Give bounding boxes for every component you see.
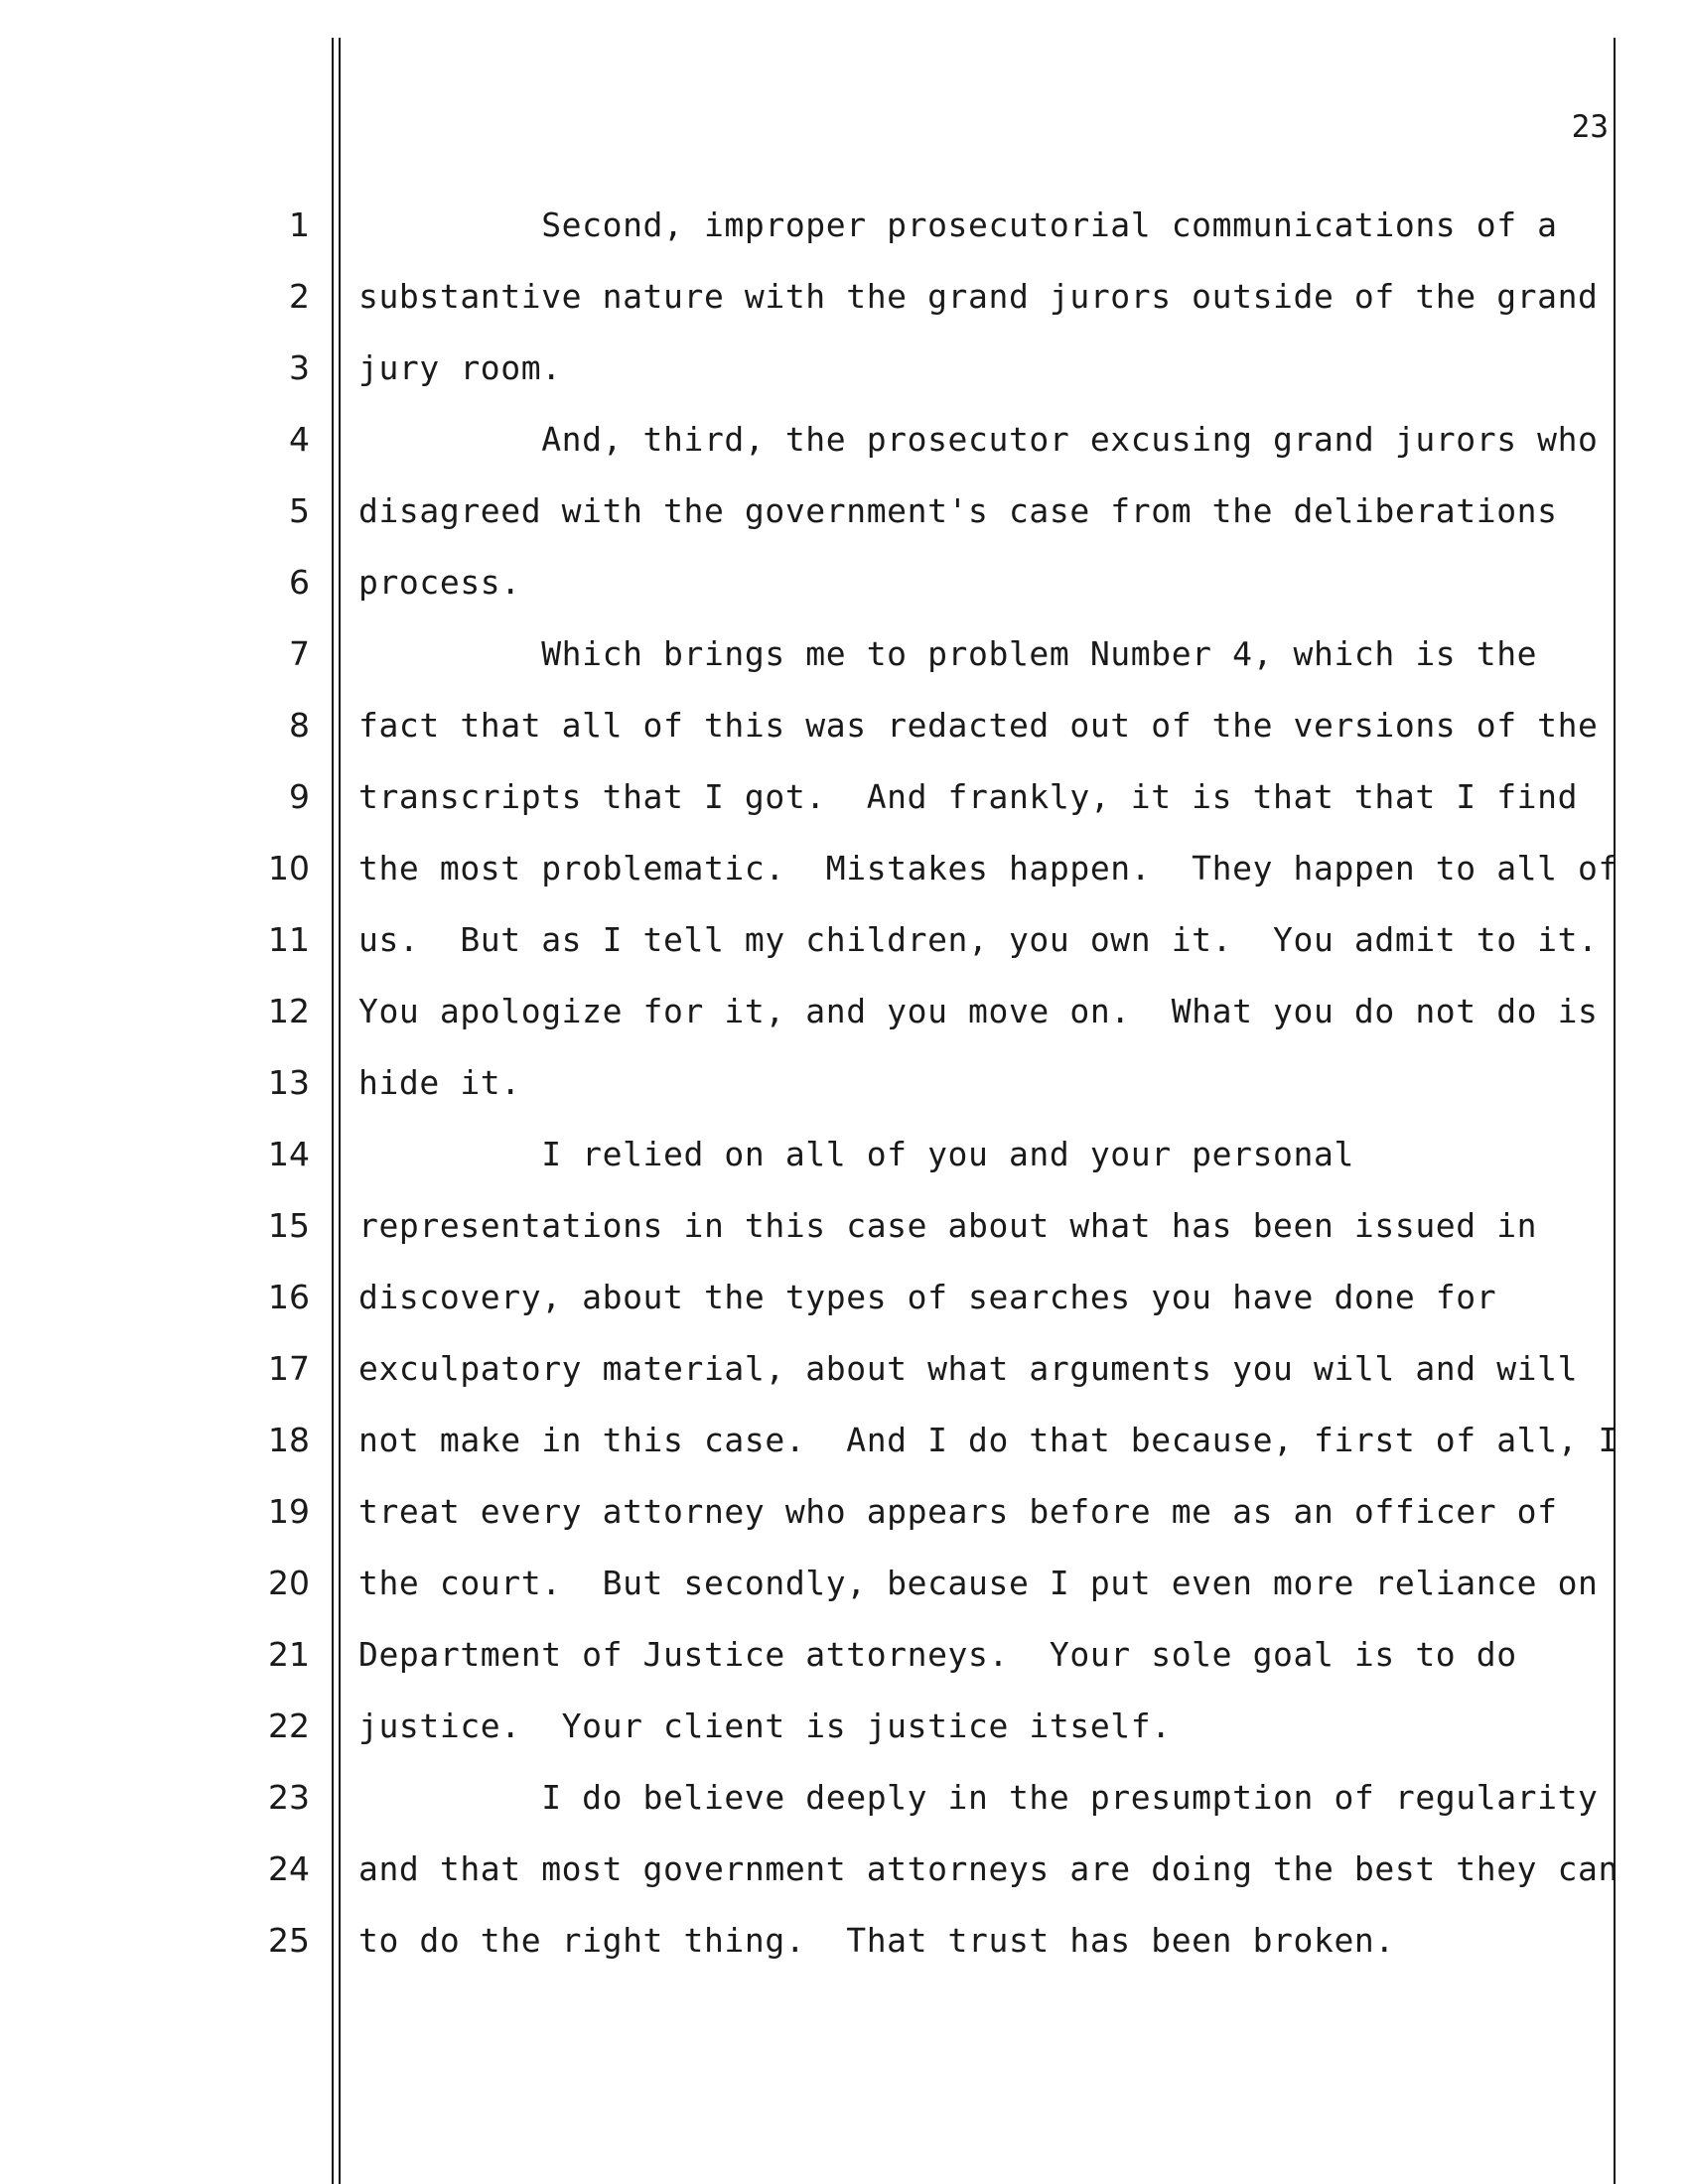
line-number: 9 bbox=[289, 777, 310, 816]
line-text: justice. Your client is justice itself. bbox=[358, 1706, 1172, 1745]
line-number: 2 bbox=[289, 277, 310, 316]
line-number: 12 bbox=[268, 992, 310, 1030]
line-number: 22 bbox=[268, 1706, 310, 1745]
transcript-line bbox=[0, 904, 1688, 976]
line-text: us. But as I tell my children, you own it. You admit to it. bbox=[358, 920, 1599, 959]
line-number: 23 bbox=[268, 1778, 310, 1817]
transcript-line bbox=[0, 1476, 1688, 1548]
line-text: process. bbox=[358, 563, 521, 602]
line-number: 11 bbox=[268, 920, 310, 959]
transcript-line bbox=[0, 190, 1688, 261]
transcript-line bbox=[0, 404, 1688, 476]
line-text: Second, improper prosecutorial communications of a bbox=[358, 205, 1558, 244]
line-number: 24 bbox=[268, 1849, 310, 1888]
line-text: exculpatory material, about what arguments you will and will bbox=[358, 1349, 1579, 1388]
line-text: And, third, the prosecutor excusing grand jurors who bbox=[358, 420, 1599, 459]
line-number: 1 bbox=[289, 205, 310, 244]
line-text: You apologize for it, and you move on. What you do not do is bbox=[358, 992, 1599, 1030]
line-number: 25 bbox=[268, 1921, 310, 1960]
transcript-line bbox=[0, 761, 1688, 833]
transcript-line bbox=[0, 1548, 1688, 1619]
line-number: 10 bbox=[268, 849, 310, 887]
line-number: 19 bbox=[268, 1492, 310, 1531]
line-number: 20 bbox=[268, 1564, 310, 1602]
line-number: 3 bbox=[289, 348, 310, 387]
transcript-line bbox=[0, 1405, 1688, 1476]
line-number: 5 bbox=[289, 491, 310, 530]
line-number: 15 bbox=[268, 1206, 310, 1245]
line-number: 6 bbox=[289, 563, 310, 602]
line-number: 14 bbox=[268, 1135, 310, 1173]
transcript-line bbox=[0, 618, 1688, 690]
line-text: disagreed with the government's case from the deliberations bbox=[358, 491, 1558, 530]
transcript-line bbox=[0, 976, 1688, 1047]
transcript-line bbox=[0, 1262, 1688, 1333]
line-text: to do the right thing. That trust has been broken. bbox=[358, 1921, 1395, 1960]
line-text: jury room. bbox=[358, 348, 562, 387]
line-text: not make in this case. And I do that because, first of all, I bbox=[358, 1421, 1618, 1459]
transcript-line bbox=[0, 1119, 1688, 1190]
transcript-line bbox=[0, 476, 1688, 547]
line-number: 4 bbox=[289, 420, 310, 459]
transcript-line bbox=[0, 1047, 1688, 1119]
line-number: 7 bbox=[289, 634, 310, 673]
line-text: I do believe deeply in the presumption of regularity bbox=[358, 1778, 1599, 1817]
line-number: 21 bbox=[268, 1635, 310, 1674]
transcript-body bbox=[0, 190, 1688, 1977]
transcript-line bbox=[0, 261, 1688, 333]
line-text: treat every attorney who appears before me as an officer of bbox=[358, 1492, 1558, 1531]
line-text: discovery, about the types of searches you have done for bbox=[358, 1278, 1497, 1316]
transcript-line bbox=[0, 1762, 1688, 1834]
line-number: 17 bbox=[268, 1349, 310, 1388]
line-number: 8 bbox=[289, 706, 310, 745]
transcript-line bbox=[0, 1619, 1688, 1691]
line-text: fact that all of this was redacted out of the versions of the bbox=[358, 706, 1599, 745]
line-number: 16 bbox=[268, 1278, 310, 1316]
transcript-line bbox=[0, 1691, 1688, 1762]
line-text: substantive nature with the grand jurors outside of the grand bbox=[358, 277, 1599, 316]
transcript-line bbox=[0, 1190, 1688, 1262]
transcript-line bbox=[0, 1834, 1688, 1905]
transcript-line bbox=[0, 1333, 1688, 1405]
line-text: representations in this case about what has been issued in bbox=[358, 1206, 1538, 1245]
line-text: I relied on all of you and your personal bbox=[358, 1135, 1354, 1173]
transcript-line bbox=[0, 690, 1688, 761]
line-text: Department of Justice attorneys. Your sole goal is to do bbox=[358, 1635, 1517, 1674]
line-text: the most problematic. Mistakes happen. They happen to all of bbox=[358, 849, 1618, 887]
transcript-line bbox=[0, 333, 1688, 404]
transcript-line bbox=[0, 547, 1688, 618]
line-text: and that most government attorneys are doing the best they can bbox=[358, 1849, 1618, 1888]
page-number: 23 bbox=[1571, 109, 1609, 145]
line-text: the court. But secondly, because I put even more reliance on bbox=[358, 1564, 1599, 1602]
line-number: 13 bbox=[268, 1063, 310, 1102]
line-text: transcripts that I got. And frankly, it is that that I find bbox=[358, 777, 1579, 816]
line-text: hide it. bbox=[358, 1063, 521, 1102]
line-number: 18 bbox=[268, 1421, 310, 1459]
transcript-line bbox=[0, 1905, 1688, 1977]
transcript-line bbox=[0, 833, 1688, 904]
line-text: Which brings me to problem Number 4, which is the bbox=[358, 634, 1538, 673]
